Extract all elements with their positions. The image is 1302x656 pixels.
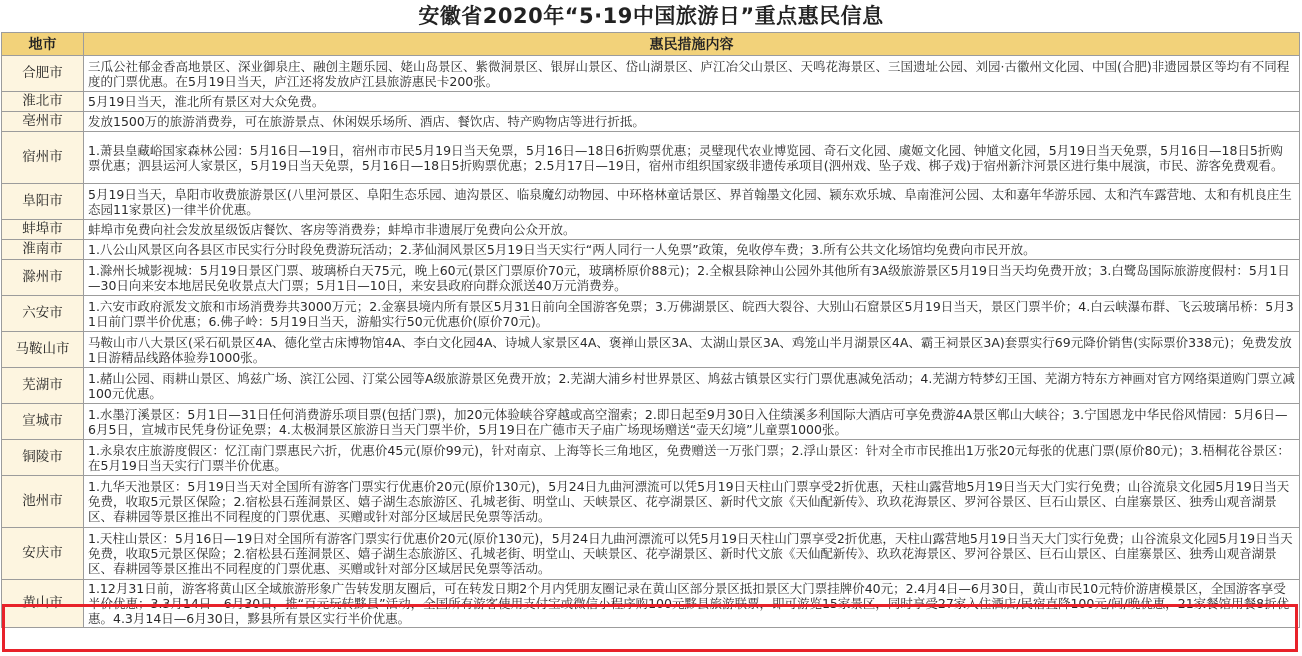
- content-cell: 三瓜公社郁金香高地景区、深业御泉庄、融创主题乐园、姥山岛景区、紫微洞景区、银屏山景区、岱山湖景区、庐江冶父山景区、天鸣花海景区、三国遗址公园、刘园·古徽州文化园、中国(合肥)非遗园景区等均有不同程度的门票优惠。在5月19日当天，庐江还将发放庐江县旅游惠民卡200张。: [84, 56, 1300, 92]
- content-cell: 5月19日当天，阜阳市收费旅游景区(八里河景区、阜阳生态乐园、迪沟景区、临泉魔幻动物园、中环格林童话景区、界首翰墨文化园、颍东欢乐城、阜南淮河公园、太和嘉年华游乐园、太和汽车露营地、太和有机良庄生态园11家景区)一律半价优惠。: [84, 184, 1300, 220]
- content-cell: 发放1500万的旅游消费券，可在旅游景点、休闲娱乐场所、酒店、餐饮店、特产购物店等进行折抵。: [84, 112, 1300, 132]
- table-row: [2, 332, 1300, 368]
- content-cell: 1.永泉农庄旅游度假区：忆江南门票惠民六折，优惠价45元(原价99元)，针对南京、上海等长三角地区，免费赠送一万张门票；2.浮山景区：针对全市市民推出1万张20元每张的优惠门票(原价80元)；3.梧桐花谷景区：在5月19日当天实行门票半价优惠。: [84, 440, 1300, 476]
- content-cell: 1.萧县皇藏峪国家森林公园：5月16日—19日，宿州市市民5月19日当天免票，5月16日—18日6折购票优惠；灵璧现代农业博览园、奇石文化园、虞姬文化园、钟馗文化园，5月19日当天免票，5月16日—18日5折购票优惠；泗县运河人家景区，5月19日当天免票，5月16日—18日5折购票优惠；2.5月17日—19日，宿州市组织国家级非遗传承项目(泗州戏、坠子戏、梆子戏)于宿州新汴河景区进行集中展演，市民、游客免费观看。: [84, 132, 1300, 184]
- city-cell: 芜湖市: [2, 368, 84, 404]
- city-cell: 宿州市: [2, 132, 84, 184]
- page-title: 安徽省2020年“5·19中国旅游日”重点惠民信息: [418, 4, 884, 28]
- table-row: [2, 580, 1300, 628]
- content-cell: 1.赭山公园、雨耕山景区、鸠兹广场、滨江公园、汀棠公园等A级旅游景区免费开放；2.芜湖大浦乡村世界景区、鸠兹古镇景区实行门票优惠减免活动；4.芜湖方特梦幻王国、芜湖方特东方神画对官方网络渠道购门票立减100元优惠。: [84, 368, 1300, 404]
- content-cell: 1.水墨汀溪景区：5月1日—31日任何消费游乐项目票(包括门票)，加20元体验峡谷穿越或高空溜索；2.即日起至9月30日入住绩溪多利国际大酒店可享免费游4A景区郸山大峡谷；3.宁国恩龙中华民俗风情园：5月6日—6月5日，宣城市民凭身份证免票；4.太极洞景区旅游日当天门票半价，5月19日在广德市天子庙广场现场赠送“壶天幻境”儿童票1000张。: [84, 404, 1300, 440]
- table-row: [2, 368, 1300, 404]
- content-cell: 马鞍山市八大景区(采石矶景区4A、德化堂古床博物馆4A、李白文化园4A、诗城人家景区4A、褒禅山景区3A、太湖山景区3A、鸡笼山半月湖景区4A、霸王祠景区3A)套票实行69元降价销售(实际票价338元)；免费发放1日游精品线路体验券1000张。: [84, 332, 1300, 368]
- city-cell: 黄山市: [2, 580, 84, 628]
- city-cell: 铜陵市: [2, 440, 84, 476]
- city-cell: 淮北市: [2, 92, 84, 112]
- city-cell: 淮南市: [2, 240, 84, 260]
- content-cell: 1.九华天池景区：5月19日当天对全国所有游客门票实行优惠价20元(原价130元)，5月24日九曲河漂流可以凭5月19日天柱山门票享受2折优惠，天柱山露营地5月19日当天大门实行免费；山谷流泉文化园5月19日当天免费，收取5元景区保险；2.宿松县石莲洞景区、嬉子湖生态旅游区、孔城老街、明堂山、天峡景区、花亭湖景区、新时代文旅《天仙配新传》、玖玖花海景区、罗河谷景区、巨石山景区、白崖寨景区、独秀山观音湖景区、春耕园等景区推出不同程度的门票优惠、买赠或针对部分区域居民免票等活动。: [84, 476, 1300, 528]
- table-row: [2, 476, 1300, 528]
- table-row: [2, 296, 1300, 332]
- content-cell: 1.天柱山景区：5月16日—19日对全国所有游客门票实行优惠价20元(原价130元)，5月24日九曲河漂流可以凭5月19日天柱山门票享受2折优惠，天柱山露营地5月19日当天大门实行免费；山谷流泉文化园5月19日当天免费，收取5元景区保险；2.宿松县石莲洞景区、嬉子湖生态旅游区、孔城老街、明堂山、天峡景区、花亭湖景区、新时代文旅《天仙配新传》、玖玖花海景区、罗河谷景区、巨石山景区、白崖寨景区、独秀山观音湖景区、春耕园等景区推出不同程度的门票优惠、买赠或针对部分区域居民免票等活动。: [84, 528, 1300, 580]
- content-cell: 5月19日当天，淮北所有景区对大众免费。: [84, 92, 1300, 112]
- table-row: [2, 112, 1300, 132]
- city-cell: 马鞍山市: [2, 332, 84, 368]
- city-cell: 安庆市: [2, 528, 84, 580]
- table-row: [2, 240, 1300, 260]
- city-cell: 滁州市: [2, 260, 84, 296]
- table-row: [2, 404, 1300, 440]
- city-cell: 阜阳市: [2, 184, 84, 220]
- header-city: 地市: [2, 33, 84, 56]
- city-cell: 合肥市: [2, 56, 84, 92]
- content-cell: 1.六安市政府派发文旅和市场消费券共3000万元；2.金寨县境内所有景区5月31日前向全国游客免票；3.万佛湖景区、皖西大裂谷、大别山石窟景区5月19日当天，景区门票半价；4.白云峡瀑布群、飞云玻璃吊桥：5月31日前门票半价优惠；6.佛子岭：5月19日当天，游船实行50元优惠价(原价70元)。: [84, 296, 1300, 332]
- benefits-table: [1, 32, 1300, 628]
- table-row: [2, 260, 1300, 296]
- city-cell: 宣城市: [2, 404, 84, 440]
- table-header-row: [2, 33, 1300, 56]
- table-row: [2, 92, 1300, 112]
- header-content: 惠民措施内容: [84, 33, 1300, 56]
- table-row: [2, 184, 1300, 220]
- city-cell: 六安市: [2, 296, 84, 332]
- content-cell: 1.12月31日前，游客将黄山区全域旅游形象广告转发朋友圈后，可在转发日期2个月内凭朋友圈记录在黄山区部分景区抵扣景区大门票挂牌价40元；2.4月4日—6月30日，黄山市民10元特价游唐模景区，全国游客享受半价优惠；3.3月14日—6月30日，推“百元玩转黟县”活动，全国所有游客使用支付宝或微信小程序购100元黟县旅游联票，即可游览15家景区，同时享受27家入住酒店/民宿直降100元/间/晚优惠，21家餐馆用餐8折优惠。4.3月14日—6月30日，黟县所有景区实行半价优惠。: [84, 580, 1300, 628]
- city-cell: 蚌埠市: [2, 220, 84, 240]
- content-cell: 蚌埠市免费向社会发放星级饭店餐饮、客房等消费券；蚌埠市非遗展厅免费向公众开放。: [84, 220, 1300, 240]
- table-row: [2, 528, 1300, 580]
- table-row: [2, 220, 1300, 240]
- content-cell: 1.滁州长城影视城：5月19日景区门票、玻璃桥白天75元，晚上60元(景区门票原价70元，玻璃桥原价88元)；2.全椒县除神山公园外其他所有3A级旅游景区5月19日当天均免费开放；3.白鹭岛国际旅游度假村：5月1日—30日向来安本地居民免收景点大门票；5月1日—10日，来安县政府向群众派送40万元消费券。: [84, 260, 1300, 296]
- content-cell: 1.八公山风景区向各县区市民实行分时段免费游玩活动；2.茅仙洞风景区5月19日当天实行“两人同行一人免票”政策，免收停车费；3.所有公共文化场馆均免费向市民开放。: [84, 240, 1300, 260]
- city-cell: 池州市: [2, 476, 84, 528]
- table-row: [2, 56, 1300, 92]
- table-row: [2, 440, 1300, 476]
- table-row: [2, 132, 1300, 184]
- city-cell: 亳州市: [2, 112, 84, 132]
